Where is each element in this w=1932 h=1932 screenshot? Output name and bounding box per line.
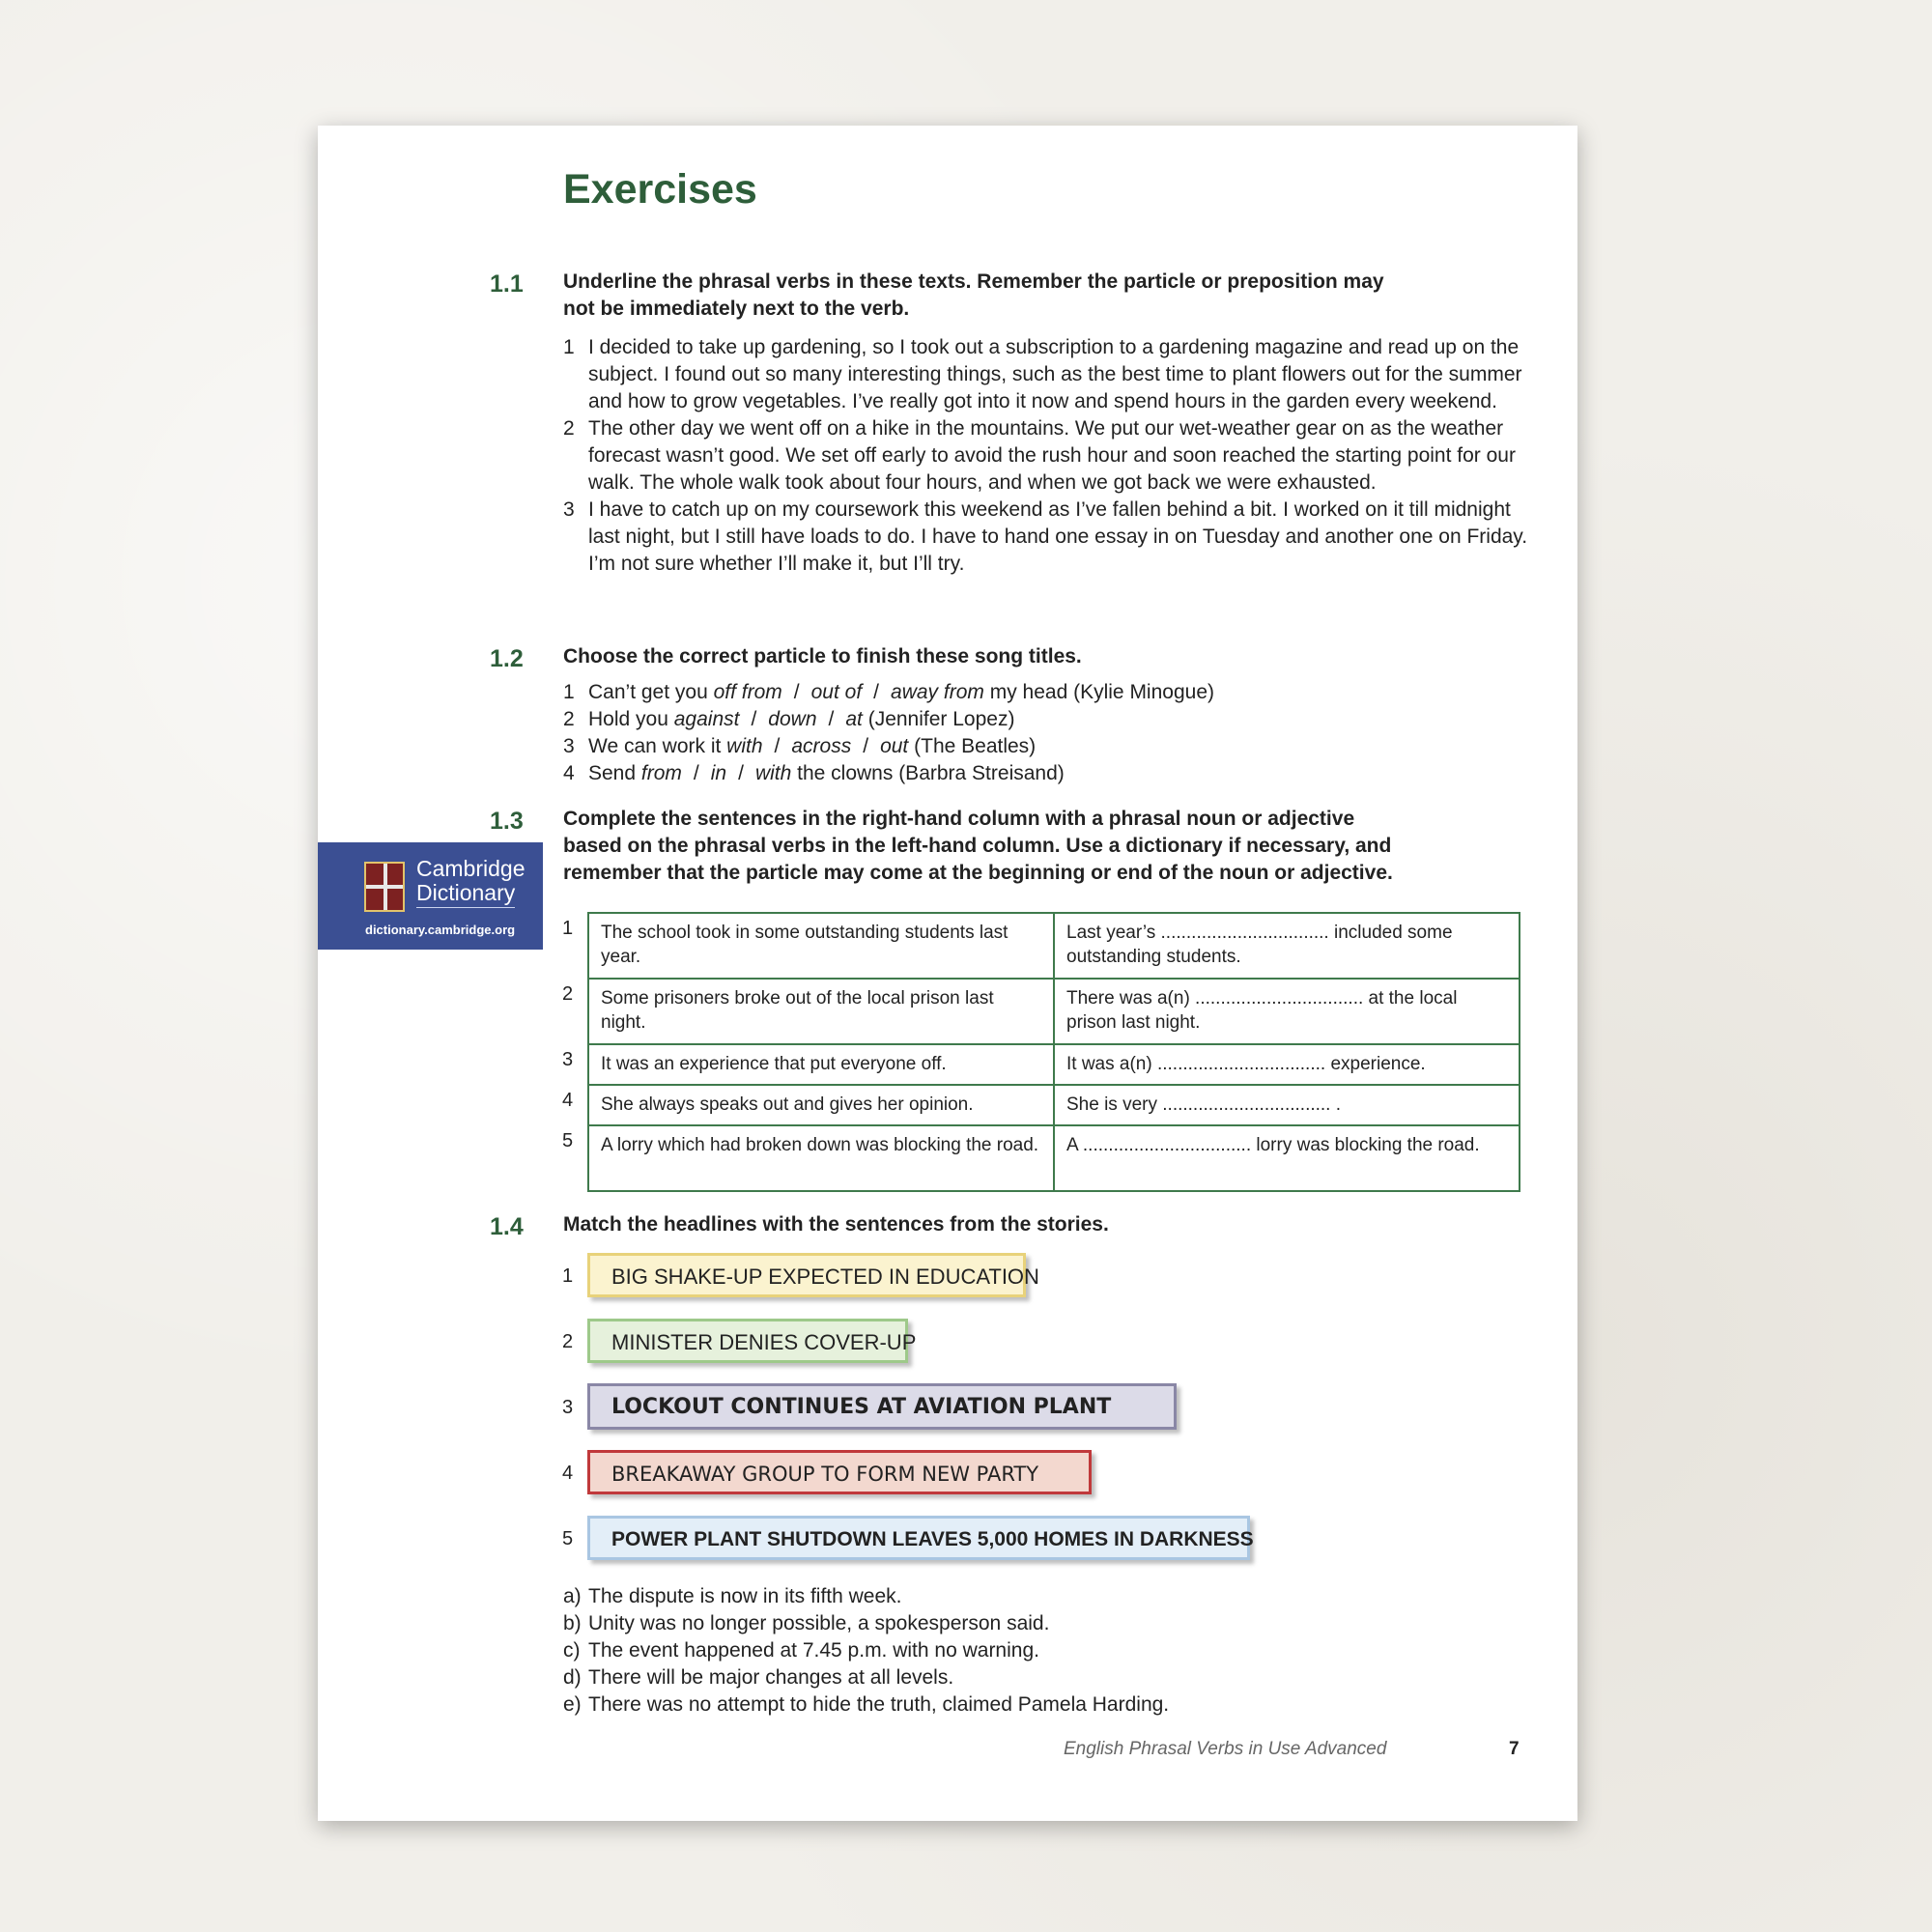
list-item	[563, 415, 1529, 497]
list-item	[563, 334, 1529, 415]
exercise-1-4-instruction: Match the headlines with the sentences from the stories.	[563, 1213, 1109, 1236]
headline-5: POWER PLANT SHUTDOWN LEAVES 5,000 HOMES IN DARKNESS	[587, 1516, 1250, 1560]
exercise-1-4-sentences	[563, 1583, 1529, 1719]
option-1: off from	[713, 681, 782, 703]
list-item	[563, 497, 1529, 578]
row-number: 3	[562, 1049, 574, 1070]
row-number: 5	[562, 1130, 574, 1151]
sentence-text: The event happened at 7.45 p.m. with no warning.	[588, 1639, 1039, 1662]
sentence-letter: e)	[563, 1693, 582, 1716]
sentence-text: There will be major changes at all levels.	[588, 1666, 954, 1689]
headline-3: LOCKOUT CONTINUES AT AVIATION PLANT	[587, 1383, 1177, 1430]
right-cell: Last year’s ................................. included some outstanding students.	[1054, 913, 1520, 979]
item-number: 3	[563, 498, 575, 521]
separator: /	[738, 762, 744, 784]
sentence-text: There was no attempt to hide the truth, claimed Pamela Harding.	[588, 1693, 1170, 1716]
right-cell: She is very ................................. .	[1054, 1085, 1520, 1125]
item-number: 4	[563, 762, 575, 784]
item-text: I decided to take up gardening, so I took out a subscription to a gardening magazine and read up on the subject. I found out so many interesting things, such as the best time to plant flowers out for the summer and how to grow vegetables. I’ve really got into it now and spend hours in the garden every weekend.	[588, 336, 1522, 412]
footer-book-title: English Phrasal Verbs in Use Advanced	[1064, 1739, 1387, 1759]
exercise-1-3-instruction-line1: Complete the sentences in the right-hand column with a phrasal noun or adjective	[563, 808, 1355, 830]
list-item	[563, 733, 1529, 760]
song-title-end: my head (Kylie Minogue)	[989, 681, 1214, 703]
headline-number: 2	[562, 1331, 574, 1352]
row-number: 1	[562, 918, 574, 939]
row-number: 4	[562, 1090, 574, 1111]
exercise-1-2-list	[563, 679, 1529, 787]
option-2: across	[791, 735, 852, 757]
song-title-end: (The Beatles)	[914, 735, 1037, 757]
logo-line1: Cambridge	[416, 856, 526, 881]
sentence-text: Unity was no longer possible, a spokesperson said.	[588, 1612, 1050, 1634]
option-1: from	[640, 762, 682, 784]
left-cell: Some prisoners broke out of the local prison last night.	[588, 979, 1054, 1044]
option-1: with	[726, 735, 763, 757]
table-row	[588, 913, 1520, 979]
option-3: out	[880, 735, 909, 757]
sentence-letter: a)	[563, 1585, 582, 1607]
table-row	[588, 1044, 1520, 1085]
exercise-1-1-instruction	[563, 269, 1491, 323]
exercise-1-3-number: 1.3	[490, 808, 524, 835]
headline-number: 3	[562, 1397, 574, 1418]
list-item	[563, 706, 1529, 733]
separator: /	[751, 708, 757, 730]
item-text: The other day we went off on a hike in the mountains. We put our wet-weather gear on as the weather forecast wasn’t good. We set off early to avoid the rush hour and soon reached the starting point for our walk. The whole walk took about four hours, and when we got back we were exhausted.	[588, 417, 1516, 494]
left-cell: The school took in some outstanding students last year.	[588, 913, 1054, 979]
table-row	[588, 1125, 1520, 1191]
headline-2: MINISTER DENIES COVER-UP	[587, 1319, 908, 1363]
sentence-letter: d)	[563, 1666, 582, 1689]
left-cell: It was an experience that put everyone off.	[588, 1044, 1054, 1085]
cambridge-crest-icon	[364, 862, 405, 912]
exercise-1-4-number: 1.4	[490, 1213, 524, 1240]
option-1: against	[673, 708, 740, 730]
list-item	[563, 1583, 1529, 1610]
exercise-1-1-instruction-line1: Underline the phrasal verbs in these texts. Remember the particle or preposition may	[563, 270, 1384, 293]
exercise-1-1-instruction-line2: not be immediately next to the verb.	[563, 298, 910, 320]
cambridge-dictionary-logo[interactable]	[318, 842, 543, 950]
logo-url: dictionary.cambridge.org	[365, 923, 516, 937]
exercise-1-2-number: 1.2	[490, 645, 524, 672]
left-cell: She always speaks out and gives her opinion.	[588, 1085, 1054, 1125]
page-title: Exercises	[563, 166, 757, 213]
song-title-start: Hold you	[588, 708, 668, 730]
book-page	[318, 126, 1577, 1821]
separator: /	[873, 681, 880, 703]
left-cell: A lorry which had broken down was blocking the road.	[588, 1125, 1054, 1191]
song-title-end: (Jennifer Lopez)	[867, 708, 1015, 730]
song-title-start: Send	[588, 762, 637, 784]
option-3: at	[845, 708, 863, 730]
exercise-1-1-list	[563, 334, 1529, 578]
exercise-1-2-instruction: Choose the correct particle to finish these song titles.	[563, 645, 1082, 668]
item-number: 1	[563, 336, 575, 358]
headline-number: 4	[562, 1463, 574, 1484]
exercise-1-3-instruction-line3: remember that the particle may come at the beginning or end of the noun or adjective.	[563, 862, 1393, 884]
list-item	[563, 1610, 1529, 1637]
item-number: 3	[563, 735, 575, 757]
separator: /	[774, 735, 781, 757]
item-number: 1	[563, 681, 575, 703]
option-2: down	[768, 708, 817, 730]
sentence-letter: c)	[563, 1639, 581, 1662]
option-2: in	[710, 762, 727, 784]
list-item	[563, 679, 1529, 706]
option-2: out of	[810, 681, 863, 703]
headline-1: BIG SHAKE-UP EXPECTED IN EDUCATION	[587, 1253, 1026, 1297]
exercise-1-3-instruction-line2: based on the phrasal verbs in the left-hand column. Use a dictionary if necessary, and	[563, 835, 1392, 857]
headline-number: 5	[562, 1528, 574, 1549]
item-text: I have to catch up on my coursework this weekend as I’ve fallen behind a bit. I worked on it till midnight last night, but I still have loads to do. I have to hand one essay in on Tuesday and another one on Friday. I’m not sure whether I’ll make it, but I’ll try.	[588, 498, 1528, 575]
separator: /	[693, 762, 699, 784]
list-item	[563, 1664, 1529, 1691]
right-cell: There was a(n) ................................. at the local prison last night.	[1054, 979, 1520, 1044]
item-number: 2	[563, 417, 575, 440]
list-item	[563, 760, 1529, 787]
sentence-text: The dispute is now in its fifth week.	[588, 1585, 902, 1607]
song-title-start: Can’t get you	[588, 681, 708, 703]
option-3: away from	[891, 681, 984, 703]
right-cell: A ................................. lorry was blocking the road.	[1054, 1125, 1520, 1191]
separator: /	[863, 735, 869, 757]
page-number: 7	[1509, 1739, 1520, 1759]
logo-line2: Dictionary	[416, 880, 515, 908]
right-cell: It was a(n) ................................. experience.	[1054, 1044, 1520, 1085]
separator: /	[828, 708, 835, 730]
exercise-1-1-number: 1.1	[490, 270, 524, 298]
separator: /	[793, 681, 800, 703]
table-row	[588, 979, 1520, 1044]
headline-number: 1	[562, 1265, 574, 1287]
headline-4: BREAKAWAY GROUP TO FORM NEW PARTY	[587, 1450, 1092, 1494]
exercise-1-3-table	[587, 912, 1520, 1192]
option-3: with	[754, 762, 792, 784]
exercise-1-3-instruction	[563, 806, 1520, 887]
row-number: 2	[562, 983, 574, 1005]
item-number: 2	[563, 708, 575, 730]
list-item	[563, 1691, 1529, 1719]
song-title-start: We can work it	[588, 735, 722, 757]
table-row	[588, 1085, 1520, 1125]
list-item	[563, 1637, 1529, 1664]
song-title-end: the clowns (Barbra Streisand)	[797, 762, 1065, 784]
sentence-letter: b)	[563, 1612, 582, 1634]
